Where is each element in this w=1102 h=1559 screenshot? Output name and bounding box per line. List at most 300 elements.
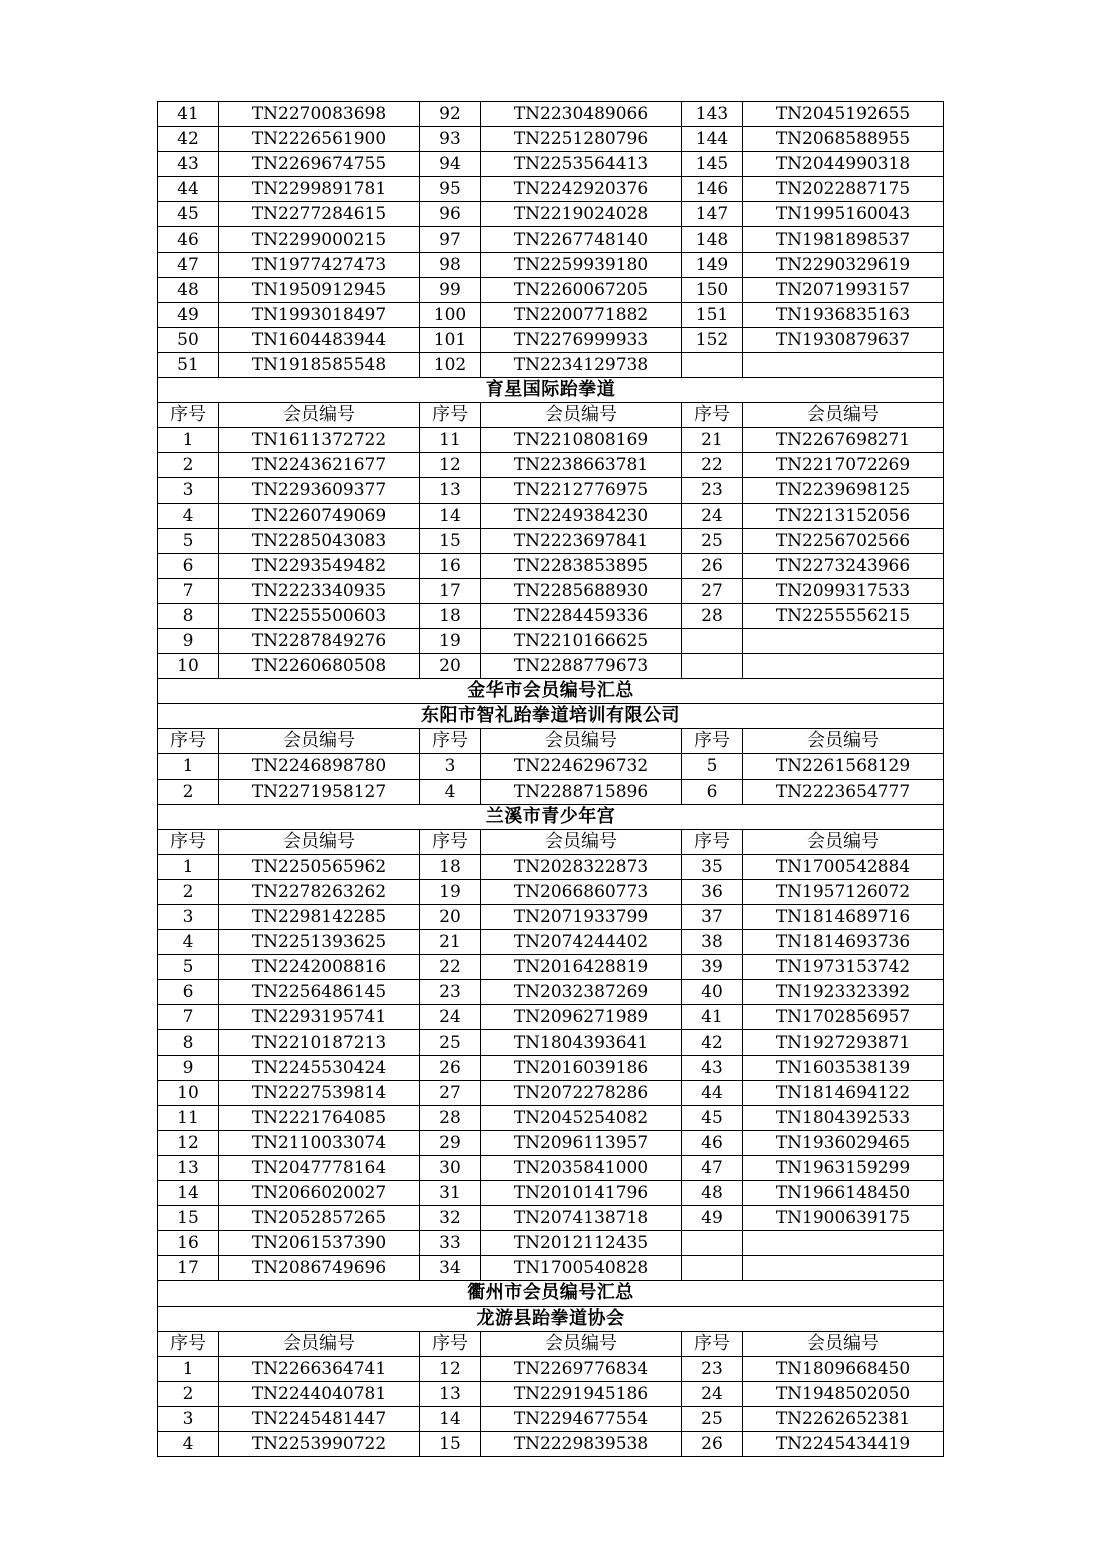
header-seq: 序号 (682, 829, 743, 854)
seq-cell: 48 (682, 1181, 743, 1206)
seq-cell: 11 (420, 428, 481, 453)
member-number-cell: TN2267748140 (481, 227, 682, 252)
member-number-cell: TN2277284615 (219, 202, 420, 227)
member-number-cell: TN1936029465 (743, 1130, 944, 1155)
seq-cell: 99 (420, 277, 481, 302)
seq-cell: 20 (420, 905, 481, 930)
member-number-cell: TN2256486145 (219, 980, 420, 1005)
member-number-cell: TN2071933799 (481, 905, 682, 930)
member-number-cell: TN2245481447 (219, 1406, 420, 1431)
seq-cell: 18 (420, 603, 481, 628)
seq-cell: 25 (682, 1406, 743, 1431)
table-row (158, 503, 944, 528)
table-row (158, 327, 944, 352)
member-number-cell: TN2035841000 (481, 1155, 682, 1180)
header-member-number: 会员编号 (219, 403, 420, 428)
member-number-cell: TN2246898780 (219, 754, 420, 779)
table-row (158, 127, 944, 152)
seq-cell (682, 628, 743, 653)
header-seq: 序号 (682, 403, 743, 428)
member-number-cell: TN2285688930 (481, 578, 682, 603)
table-row (158, 603, 944, 628)
header-member-number: 会员编号 (743, 729, 944, 754)
seq-cell: 98 (420, 252, 481, 277)
member-number-cell: TN2256702566 (743, 528, 944, 553)
member-number-cell: TN1611372722 (219, 428, 420, 453)
member-number-cell: TN2253990722 (219, 1431, 420, 1456)
member-number-cell: TN2086749696 (219, 1256, 420, 1281)
member-number-cell: TN2288715896 (481, 779, 682, 804)
seq-cell: 146 (682, 177, 743, 202)
seq-cell: 31 (420, 1181, 481, 1206)
member-number-cell: TN2074138718 (481, 1206, 682, 1231)
member-number-cell: TN1804393641 (481, 1030, 682, 1055)
seq-cell: 6 (158, 980, 219, 1005)
member-number-cell: TN2242920376 (481, 177, 682, 202)
table-row (158, 1256, 944, 1281)
seq-cell: 97 (420, 227, 481, 252)
header-member-number: 会员编号 (481, 1331, 682, 1356)
seq-cell: 93 (420, 127, 481, 152)
member-number-cell: TN2270083698 (219, 102, 420, 127)
seq-cell: 41 (682, 1005, 743, 1030)
header-seq: 序号 (420, 1331, 481, 1356)
seq-cell: 42 (158, 127, 219, 152)
table-row (158, 1431, 944, 1456)
table-row (158, 1030, 944, 1055)
member-number-cell: TN1995160043 (743, 202, 944, 227)
member-number-cell: TN2210166625 (481, 628, 682, 653)
seq-cell: 32 (420, 1206, 481, 1231)
member-number-cell: TN1923323392 (743, 980, 944, 1005)
member-number-cell: TN1804392533 (743, 1105, 944, 1130)
member-number-cell: TN1702856957 (743, 1005, 944, 1030)
member-number-cell: TN1966148450 (743, 1181, 944, 1206)
member-number-cell: TN2290329619 (743, 252, 944, 277)
member-number-cell: TN1977427473 (219, 252, 420, 277)
seq-cell: 28 (420, 1105, 481, 1130)
member-number-cell: TN2273243966 (743, 553, 944, 578)
header-seq: 序号 (158, 403, 219, 428)
section-title-row (158, 679, 944, 704)
seq-cell: 18 (420, 854, 481, 879)
seq-cell: 25 (682, 528, 743, 553)
member-number-cell: TN1936835163 (743, 302, 944, 327)
table-row (158, 302, 944, 327)
seq-cell: 1 (158, 854, 219, 879)
seq-cell: 22 (420, 955, 481, 980)
table-row (158, 1381, 944, 1406)
member-number-cell: TN2044990318 (743, 152, 944, 177)
section-title-row (158, 1306, 944, 1331)
member-number-cell: TN2227539814 (219, 1080, 420, 1105)
member-number-cell (743, 628, 944, 653)
table-row (158, 102, 944, 127)
seq-cell: 47 (158, 252, 219, 277)
member-number-cell: TN2245434419 (743, 1431, 944, 1456)
column-header-row (158, 729, 944, 754)
seq-cell: 30 (420, 1155, 481, 1180)
seq-cell: 1 (158, 428, 219, 453)
seq-cell: 5 (158, 528, 219, 553)
member-number-cell: TN2255556215 (743, 603, 944, 628)
seq-cell: 1 (158, 1356, 219, 1381)
table-row (158, 854, 944, 879)
member-number-cell: TN2047778164 (219, 1155, 420, 1180)
section-title: 育星国际跆拳道 (158, 378, 944, 403)
member-number-cell: TN2219024028 (481, 202, 682, 227)
seq-cell: 28 (682, 603, 743, 628)
seq-cell: 13 (158, 1155, 219, 1180)
seq-cell: 20 (420, 654, 481, 679)
table-row (158, 930, 944, 955)
table-row (158, 779, 944, 804)
member-number-cell: TN2210808169 (481, 428, 682, 453)
seq-cell: 3 (420, 754, 481, 779)
member-number-cell: TN1948502050 (743, 1381, 944, 1406)
seq-cell: 14 (420, 1406, 481, 1431)
header-seq: 序号 (420, 403, 481, 428)
member-number-cell: TN2217072269 (743, 453, 944, 478)
seq-cell: 92 (420, 102, 481, 127)
section-title-row (158, 804, 944, 829)
seq-cell: 6 (682, 779, 743, 804)
seq-cell: 49 (158, 302, 219, 327)
seq-cell: 16 (158, 1231, 219, 1256)
member-number-cell: TN2066860773 (481, 879, 682, 904)
seq-cell: 45 (158, 202, 219, 227)
seq-cell: 24 (682, 503, 743, 528)
header-seq: 序号 (158, 1331, 219, 1356)
member-number-cell: TN2266364741 (219, 1356, 420, 1381)
section-title: 兰溪市青少年宫 (158, 804, 944, 829)
seq-cell: 101 (420, 327, 481, 352)
seq-cell: 12 (420, 1356, 481, 1381)
seq-cell: 6 (158, 553, 219, 578)
seq-cell: 40 (682, 980, 743, 1005)
seq-cell: 45 (682, 1105, 743, 1130)
member-number-cell: TN2285043083 (219, 528, 420, 553)
seq-cell: 7 (158, 1005, 219, 1030)
member-number-cell: TN2032387269 (481, 980, 682, 1005)
seq-cell: 27 (420, 1080, 481, 1105)
member-number-cell: TN2230489066 (481, 102, 682, 127)
header-seq: 序号 (420, 829, 481, 854)
table-row (158, 177, 944, 202)
member-number-cell: TN2243621677 (219, 453, 420, 478)
member-number-cell: TN2223340935 (219, 578, 420, 603)
table-row (158, 453, 944, 478)
header-member-number: 会员编号 (481, 829, 682, 854)
seq-cell: 147 (682, 202, 743, 227)
seq-cell: 41 (158, 102, 219, 127)
table-row (158, 352, 944, 377)
member-number-table (157, 101, 944, 1457)
table-row (158, 1055, 944, 1080)
member-table-body (158, 102, 944, 1457)
member-number-cell: TN1814689716 (743, 905, 944, 930)
member-number-cell: TN1981898537 (743, 227, 944, 252)
seq-cell (682, 654, 743, 679)
seq-cell (682, 1231, 743, 1256)
seq-cell: 36 (682, 879, 743, 904)
member-number-cell: TN2260067205 (481, 277, 682, 302)
seq-cell: 47 (682, 1155, 743, 1180)
member-number-cell: TN2096113957 (481, 1130, 682, 1155)
member-number-cell: TN2022887175 (743, 177, 944, 202)
member-number-cell: TN2212776975 (481, 478, 682, 503)
member-number-cell: TN2096271989 (481, 1005, 682, 1030)
seq-cell (682, 352, 743, 377)
table-row (158, 528, 944, 553)
member-number-cell: TN2245530424 (219, 1055, 420, 1080)
seq-cell: 2 (158, 779, 219, 804)
member-number-cell: TN2298142285 (219, 905, 420, 930)
member-number-cell: TN2299000215 (219, 227, 420, 252)
table-row (158, 980, 944, 1005)
section-title: 龙游县跆拳道协会 (158, 1306, 944, 1331)
header-member-number: 会员编号 (219, 729, 420, 754)
table-row (158, 478, 944, 503)
section-title-row (158, 378, 944, 403)
table-row (158, 879, 944, 904)
seq-cell: 37 (682, 905, 743, 930)
table-row (158, 1105, 944, 1130)
member-number-cell: TN2052857265 (219, 1206, 420, 1231)
table-row (158, 1231, 944, 1256)
header-seq: 序号 (158, 829, 219, 854)
seq-cell: 43 (158, 152, 219, 177)
seq-cell: 8 (158, 603, 219, 628)
table-row (158, 628, 944, 653)
member-number-cell: TN1973153742 (743, 955, 944, 980)
seq-cell: 42 (682, 1030, 743, 1055)
seq-cell: 13 (420, 478, 481, 503)
table-row (158, 905, 944, 930)
member-number-cell: TN2068588955 (743, 127, 944, 152)
table-row (158, 252, 944, 277)
member-number-cell: TN1918585548 (219, 352, 420, 377)
header-member-number: 会员编号 (219, 1331, 420, 1356)
member-number-cell: TN2239698125 (743, 478, 944, 503)
member-number-cell: TN2291945186 (481, 1381, 682, 1406)
seq-cell: 26 (682, 1431, 743, 1456)
member-number-cell: TN2016428819 (481, 955, 682, 980)
seq-cell: 10 (158, 654, 219, 679)
seq-cell: 17 (158, 1256, 219, 1281)
seq-cell: 7 (158, 578, 219, 603)
seq-cell: 11 (158, 1105, 219, 1130)
member-number-cell: TN2249384230 (481, 503, 682, 528)
section-title-row (158, 1281, 944, 1306)
seq-cell: 12 (420, 453, 481, 478)
member-number-cell: TN1900639175 (743, 1206, 944, 1231)
seq-cell: 19 (420, 628, 481, 653)
seq-cell: 14 (420, 503, 481, 528)
seq-cell: 144 (682, 127, 743, 152)
seq-cell: 21 (420, 930, 481, 955)
seq-cell: 151 (682, 302, 743, 327)
seq-cell: 46 (682, 1130, 743, 1155)
member-number-cell: TN2255500603 (219, 603, 420, 628)
seq-cell: 27 (682, 578, 743, 603)
seq-cell: 26 (682, 553, 743, 578)
seq-cell: 26 (420, 1055, 481, 1080)
header-member-number: 会员编号 (481, 403, 682, 428)
member-number-cell: TN1814694122 (743, 1080, 944, 1105)
seq-cell: 94 (420, 152, 481, 177)
seq-cell: 25 (420, 1030, 481, 1055)
seq-cell: 143 (682, 102, 743, 127)
column-header-row (158, 829, 944, 854)
column-header-row (158, 403, 944, 428)
seq-cell: 33 (420, 1231, 481, 1256)
member-number-cell: TN2299891781 (219, 177, 420, 202)
seq-cell: 35 (682, 854, 743, 879)
header-seq: 序号 (682, 729, 743, 754)
table-row (158, 202, 944, 227)
table-row (158, 227, 944, 252)
seq-cell: 46 (158, 227, 219, 252)
member-number-cell: TN2074244402 (481, 930, 682, 955)
member-number-cell: TN1603538139 (743, 1055, 944, 1080)
seq-cell: 2 (158, 879, 219, 904)
member-number-cell: TN2271958127 (219, 779, 420, 804)
header-member-number: 会员编号 (743, 1331, 944, 1356)
member-number-cell: TN2251393625 (219, 930, 420, 955)
member-number-cell: TN2221764085 (219, 1105, 420, 1130)
seq-cell: 21 (682, 428, 743, 453)
header-member-number: 会员编号 (743, 829, 944, 854)
seq-cell: 9 (158, 628, 219, 653)
seq-cell: 4 (420, 779, 481, 804)
member-number-cell: TN2251280796 (481, 127, 682, 152)
member-number-cell: TN2267698271 (743, 428, 944, 453)
member-number-cell: TN2229839538 (481, 1431, 682, 1456)
member-number-cell: TN2250565962 (219, 854, 420, 879)
seq-cell: 16 (420, 553, 481, 578)
seq-cell: 22 (682, 453, 743, 478)
member-number-cell: TN1604483944 (219, 327, 420, 352)
seq-cell: 49 (682, 1206, 743, 1231)
member-number-cell: TN2293549482 (219, 553, 420, 578)
table-row (158, 955, 944, 980)
table-row (158, 1406, 944, 1431)
member-number-cell: TN2226561900 (219, 127, 420, 152)
seq-cell: 3 (158, 1406, 219, 1431)
member-number-cell (743, 352, 944, 377)
member-number-cell: TN2284459336 (481, 603, 682, 628)
table-row (158, 277, 944, 302)
member-number-cell: TN2028322873 (481, 854, 682, 879)
member-number-cell: TN1700542884 (743, 854, 944, 879)
member-number-cell: TN2253564413 (481, 152, 682, 177)
seq-cell: 96 (420, 202, 481, 227)
header-seq: 序号 (420, 729, 481, 754)
member-number-cell: TN2223697841 (481, 528, 682, 553)
member-number-cell: TN2262652381 (743, 1406, 944, 1431)
member-number-cell: TN2072278286 (481, 1080, 682, 1105)
table-row (158, 654, 944, 679)
member-number-cell: TN2287849276 (219, 628, 420, 653)
table-row (158, 1080, 944, 1105)
member-number-cell: TN2269674755 (219, 152, 420, 177)
header-seq: 序号 (682, 1331, 743, 1356)
header-member-number: 会员编号 (743, 403, 944, 428)
member-number-cell: TN1950912945 (219, 277, 420, 302)
table-row (158, 1130, 944, 1155)
seq-cell: 51 (158, 352, 219, 377)
seq-cell: 24 (682, 1381, 743, 1406)
seq-cell: 3 (158, 905, 219, 930)
member-number-cell: TN2293195741 (219, 1005, 420, 1030)
section-title: 金华市会员编号汇总 (158, 679, 944, 704)
table-row (158, 1356, 944, 1381)
table-row (158, 1181, 944, 1206)
member-number-cell: TN2210187213 (219, 1030, 420, 1055)
seq-cell: 148 (682, 227, 743, 252)
seq-cell: 14 (158, 1181, 219, 1206)
seq-cell: 17 (420, 578, 481, 603)
seq-cell: 24 (420, 1005, 481, 1030)
member-number-cell: TN2276999933 (481, 327, 682, 352)
member-number-cell: TN2061537390 (219, 1231, 420, 1256)
member-number-cell: TN2223654777 (743, 779, 944, 804)
member-number-cell: TN2099317533 (743, 578, 944, 603)
seq-cell: 48 (158, 277, 219, 302)
seq-cell: 2 (158, 453, 219, 478)
member-number-cell: TN2260680508 (219, 654, 420, 679)
table-row (158, 578, 944, 603)
member-number-cell: TN2294677554 (481, 1406, 682, 1431)
seq-cell: 145 (682, 152, 743, 177)
seq-cell: 23 (682, 1356, 743, 1381)
seq-cell: 149 (682, 252, 743, 277)
seq-cell (682, 1256, 743, 1281)
seq-cell: 4 (158, 503, 219, 528)
seq-cell: 2 (158, 1381, 219, 1406)
section-title-row (158, 704, 944, 729)
seq-cell: 150 (682, 277, 743, 302)
seq-cell: 15 (158, 1206, 219, 1231)
table-row (158, 1005, 944, 1030)
seq-cell: 9 (158, 1055, 219, 1080)
member-number-cell: TN2242008816 (219, 955, 420, 980)
member-number-cell: TN2238663781 (481, 453, 682, 478)
member-number-cell: TN1809668450 (743, 1356, 944, 1381)
column-header-row (158, 1331, 944, 1356)
table-row (158, 1206, 944, 1231)
seq-cell: 1 (158, 754, 219, 779)
member-number-cell: TN2045192655 (743, 102, 944, 127)
member-number-cell (743, 1256, 944, 1281)
member-number-cell: TN2259939180 (481, 252, 682, 277)
seq-cell: 15 (420, 1431, 481, 1456)
member-number-cell (743, 654, 944, 679)
section-title: 东阳市智礼跆拳道培训有限公司 (158, 704, 944, 729)
member-number-cell: TN2234129738 (481, 352, 682, 377)
seq-cell: 50 (158, 327, 219, 352)
member-number-cell: TN2200771882 (481, 302, 682, 327)
header-seq: 序号 (158, 729, 219, 754)
member-number-cell: TN2110033074 (219, 1130, 420, 1155)
member-number-cell: TN2288779673 (481, 654, 682, 679)
member-number-cell: TN2045254082 (481, 1105, 682, 1130)
member-number-cell: TN2213152056 (743, 503, 944, 528)
seq-cell: 44 (682, 1080, 743, 1105)
member-number-cell: TN2066020027 (219, 1181, 420, 1206)
seq-cell: 100 (420, 302, 481, 327)
